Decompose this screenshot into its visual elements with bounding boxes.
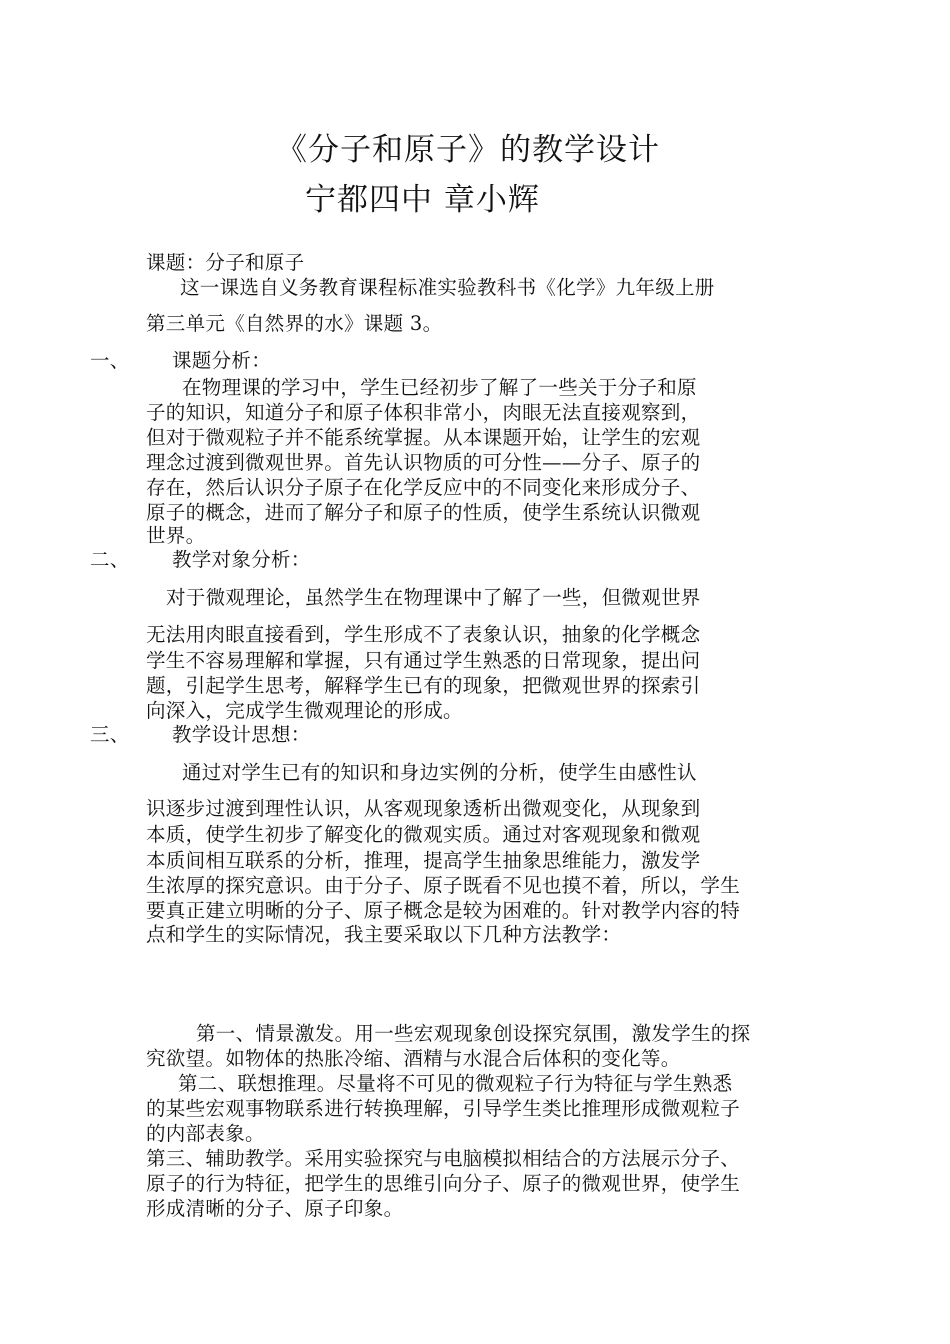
paragraph-line: 但对于微观粒子并不能系统掌握。从本课题开始，让学生的宏观 (146, 426, 701, 449)
paragraph-line: 向深入，完成学生微观理论的形成。 (146, 699, 463, 722)
method-line: 的某些宏观事物联系进行转换理解，引导学生类比推理形成微观粒子 (146, 1097, 741, 1120)
topic-line: 课题：分子和原子 (146, 251, 305, 274)
paragraph-line: 本质，使学生初步了解变化的微观实质。通过对客观现象和微观 (146, 823, 701, 846)
paragraph-line: 在物理课的学习中，学生已经初步了解了一些关于分子和原 (182, 376, 697, 399)
method-line: 第一、情景激发。用一些宏观现象创设探究氛围，激发学生的探 (196, 1022, 751, 1045)
paragraph-line: 本质间相互联系的分析，推理，提高学生抽象思维能力，激发学 (146, 849, 701, 872)
paragraph-line: 理念过渡到微观世界。首先认识物质的可分性——分子、原子的 (146, 451, 701, 474)
method-line: 第二、联想推理。尽量将不可见的微观粒子行为特征与学生熟悉 (178, 1072, 733, 1095)
section-number: 一、 (90, 349, 130, 372)
paragraph-line: 子的知识，知道分子和原子体积非常小，肉眼无法直接观察到， (146, 401, 701, 424)
method-line: 原子的行为特征，把学生的思维引向分子、原子的微观世界，使学生 (146, 1172, 741, 1195)
section-heading: 教学对象分析： (172, 548, 311, 571)
section-number: 二、 (90, 548, 130, 571)
intro-line: 第三单元《自然界的水》课题 3。 (146, 312, 443, 335)
paragraph-line: 识逐步过渡到理性认识，从客观现象透析出微观变化，从现象到 (146, 797, 701, 820)
paragraph-line: 学生不容易理解和掌握，只有通过学生熟悉的日常现象，提出问 (146, 649, 701, 672)
paragraph-line: 无法用肉眼直接看到，学生形成不了表象认识，抽象的化学概念 (146, 623, 701, 646)
document-title: 《分子和原子》的教学设计 (276, 132, 660, 168)
method-line: 的内部表象。 (146, 1122, 265, 1145)
method-line: 究欲望。如物体的热胀冷缩、酒精与水混合后体积的变化等。 (146, 1047, 681, 1070)
method-line: 形成清晰的分子、原子印象。 (146, 1197, 404, 1220)
paragraph-line: 题，引起学生思考，解释学生已有的现象，把微观世界的探索引 (146, 674, 701, 697)
paragraph-line: 对于微观理论，虽然学生在物理课中了解了一些，但微观世界 (166, 586, 701, 609)
paragraph-line: 通过对学生已有的知识和身边实例的分析，使学生由感性认 (182, 761, 697, 784)
document-author: 宁都四中 章小辉 (305, 182, 540, 218)
paragraph-line: 点和学生的实际情况，我主要采取以下几种方法教学： (146, 923, 622, 946)
section-heading: 教学设计思想： (172, 723, 311, 746)
paragraph-line: 存在，然后认识分子原子在化学反应中的不同变化来形成分子、 (146, 476, 701, 499)
paragraph-line: 要真正建立明晰的分子、原子概念是较为困难的。针对教学内容的特 (146, 899, 741, 922)
paragraph-line: 原子的概念，进而了解分子和原子的性质，使学生系统认识微观 (146, 501, 701, 524)
intro-line: 这一课选自义务教育课程标准实验教科书《化学》九年级上册 (180, 276, 715, 299)
method-line: 第三、辅助教学。采用实验探究与电脑模拟相结合的方法展示分子、 (146, 1147, 741, 1170)
section-heading: 课题分析： (172, 349, 272, 372)
paragraph-line: 世界。 (146, 524, 206, 547)
section-number: 三、 (90, 723, 130, 746)
paragraph-line: 生浓厚的探究意识。由于分子、原子既看不见也摸不着，所以，学生 (146, 874, 741, 897)
